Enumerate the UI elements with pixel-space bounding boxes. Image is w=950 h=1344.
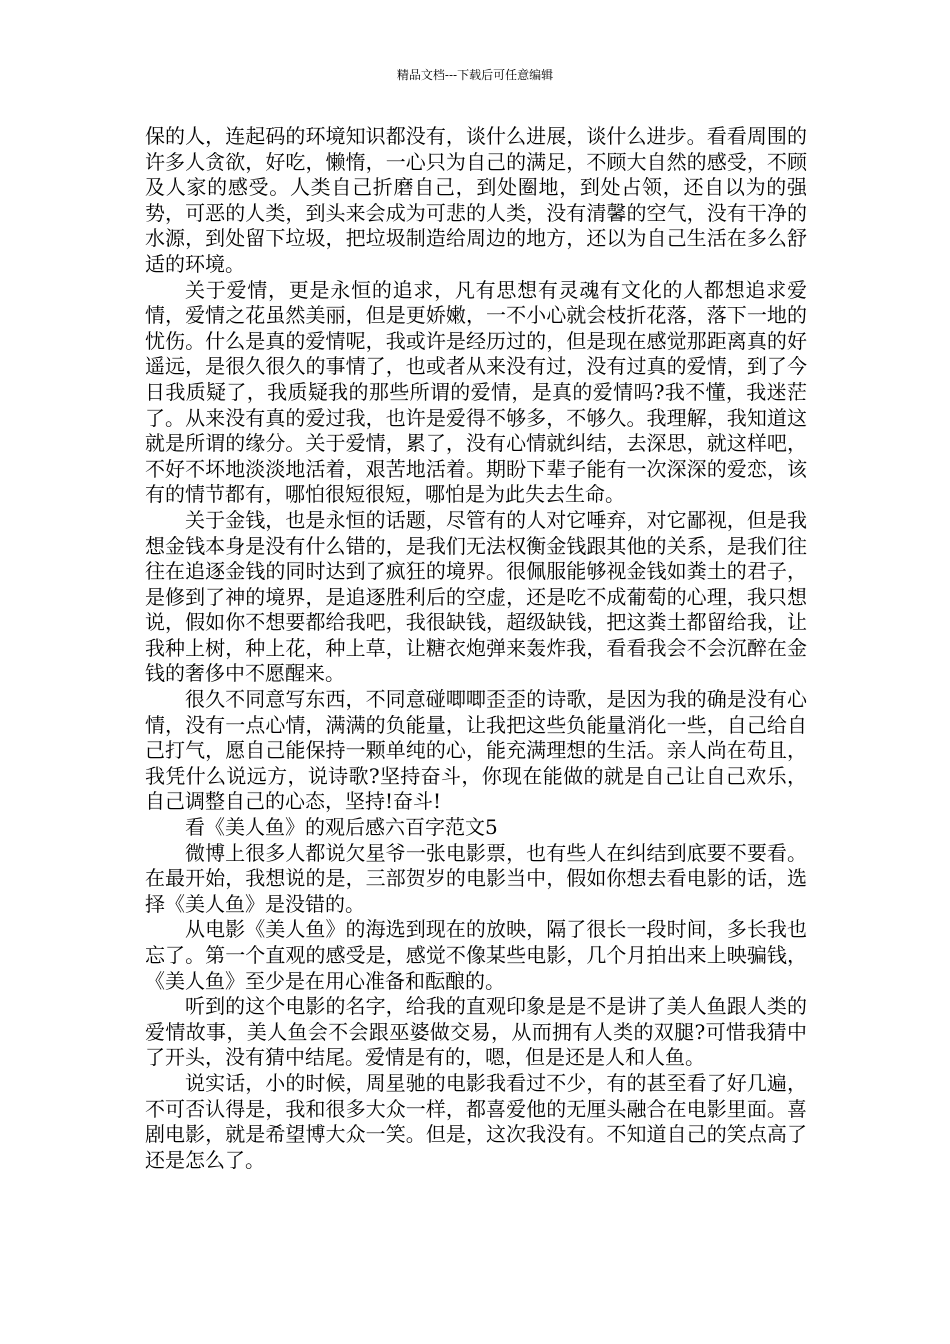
paragraph-3: 关于金钱，也是永恒的话题，尽管有的人对它唾弃，对它鄙视，但是我想金钱本身是没有什么错的，是我们无法权衡金钱跟其他的关系，是我们往往在追逐金钱的同时达到了疯狂的境界。很佩服能够视金钱如粪土的君子，是修到了神的境界，是追逐胜利后的空虚，还是吃不成葡萄的心理，我只想说，假如你不想要都给我吧，我很缺钱，超级缺钱，把这粪土都留给我，让我种上树，种上花，种上草，让糖衣炮弹来轰炸我，看看我会不会沉醉在金钱的奢侈中不愿醒来。 [145,507,807,686]
paragraph-4: 很久不同意写东西，不同意碰唧唧歪歪的诗歌，是因为我的确是没有心情，没有一点心情，满满的负能量，让我把这些负能量消化一些，自己给自己打气，愿自己能保持一颗单纯的心，能充满理想的生活。亲人尚在苟且，我凭什么说远方，说诗歌?坚持奋斗，你现在能做的就是自己让自己欢乐，自己调整自己的心态，坚持!奋斗! [145,687,807,814]
paragraph-8: 说实话，小的时候，周星驰的电影我看过不少，有的甚至看了好几遍，不可否认得是，我和很多大众一样，都喜爱他的无厘头融合在电影里面。喜剧电影，就是希望博大众一笑。但是，这次我没有。不知道自己的笑点高了还是怎么了。 [145,1070,807,1172]
paragraph-2: 关于爱情，更是永恒的追求，凡有思想有灵魂有文化的人都想追求爱情，爱情之花虽然美丽，但是更娇嫩，一不小心就会枝折花落，落下一地的忧伤。什么是真的爱情呢，我或许是经历过的，但是现在感觉那距离真的好遥远，是很久很久的事情了，也或者从来没有过，没有过真的爱情，到了今日我质疑了，我质疑我的那些所谓的爱情，是真的爱情吗?我不懂，我迷茫了。从来没有真的爱过我，也许是爱得不够多，不够久。我理解，我知道这就是所谓的缘分。关于爱情，累了，没有心情就纠结，去深思，就这样吧，不好不坏地淡淡地活着，艰苦地活着。期盼下辈子能有一次深深的爱恋，该有的情节都有，哪怕很短很短，哪怕是为此失去生命。 [145,277,807,507]
document-body [145,124,807,1173]
paragraph-6: 从电影《美人鱼》的海选到现在的放映，隔了很长一段时间，多长我也忘了。第一个直观的感受是，感觉不像某些电影，几个月拍出来上映骗钱，《美人鱼》至少是在用心准备和酝酿的。 [145,917,807,993]
paragraph-5: 微博上很多人都说欠星爷一张电影票，也有些人在纠结到底要不要看。在最开始，我想说的是，三部贺岁的电影当中，假如你想去看电影的话，选择《美人鱼》是没错的。 [145,840,807,916]
section-title: 看《美人鱼》的观后感六百字范文5 [185,815,498,840]
page-header: 精品文档---下载后可任意编辑 [396,68,554,82]
paragraph-1: 保的人，连起码的环境知识都没有，谈什么进展，谈什么进步。看看周围的许多人贪欲，好吃，懒惰，一心只为自己的满足，不顾大自然的感受，不顾及人家的感受。人类自己折磨自己，到处圈地，到处占领，还自以为的强势，可恶的人类，到头来会成为可悲的人类，没有清馨的空气，没有干净的水源，到处留下垃圾，把垃圾制造给周边的地方，还以为自己生活在多么舒适的环境。 [145,124,807,276]
paragraph-7: 听到的这个电影的名字，给我的直观印象是是不是讲了美人鱼跟人类的爱情故事，美人鱼会不会跟巫婆做交易，从而拥有人类的双腿?可惜我猜中了开头，没有猜中结尾。爱情是有的，嗯，但是还是人和人鱼。 [145,994,807,1070]
